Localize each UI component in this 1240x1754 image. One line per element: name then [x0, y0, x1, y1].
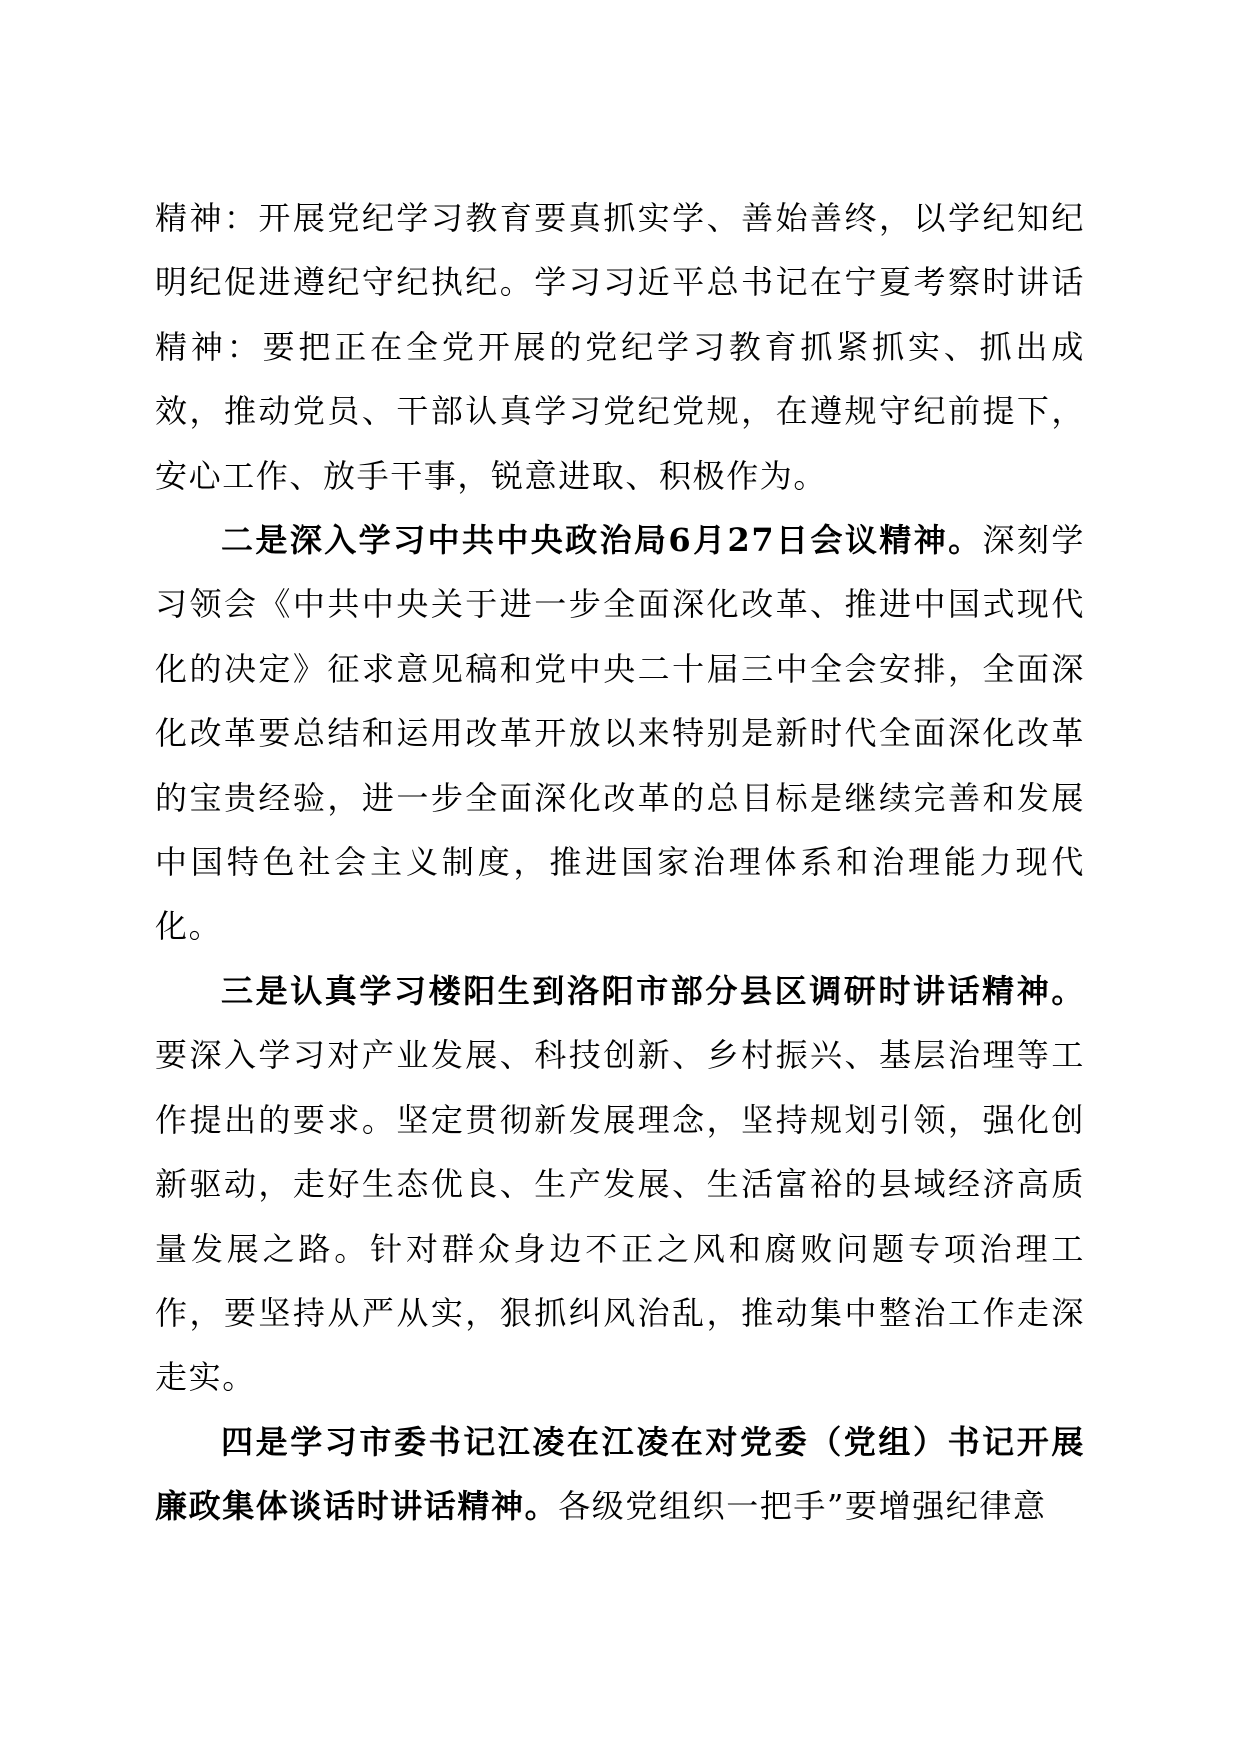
paragraph-2	[155, 508, 1085, 959]
document-body	[155, 186, 1085, 1539]
paragraph-4-text: 各级党组织一把手”要增强纪律意	[558, 1487, 1047, 1526]
paragraph-3-text: 要深入学习对产业发展、科技创新、乡村振兴、基层治理等工作提出的要求。坚定贯彻新发展理念，坚持规划引领，强化创新驱动，走好生态优良、生产发展、生活富裕的县域经济高质量发展之路。针对群众身边不正之风和腐败问题专项治理工作，要坚持从严从实，狠抓纠风治乱，推动集中整治工作走深走实。	[155, 1036, 1085, 1397]
paragraph-3-heading: 三是认真学习楼阳生到洛阳市部分县区调研时讲话精神。	[221, 971, 1085, 1010]
paragraph-4	[155, 1410, 1085, 1539]
paragraph-2-text: 深刻学习领会《中共中央关于进一步全面深化改革、推进中国式现代化的决定》征求意见稿和党中央二十届三中全会安排，全面深化改革要总结和运用改革开放以来特别是新时代全面深化改革的宝贵经验，进一步全面深化改革的总目标是继续完善和发展中国特色社会主义制度，推进国家治理体系和治理能力现代化。	[155, 521, 1085, 946]
paragraph-4-heading: 四是学习市委书记江凌在江凌在对党委（党组）书记开展廉政集体谈话时讲话精神。	[155, 1422, 1085, 1526]
paragraph-3	[155, 959, 1085, 1410]
paragraph-1-text: 精神：开展党纪学习教育要真抓实学、善始善终，以学纪知纪明纪促进遵纪守纪执纪。学习习近平总书记在宁夏考察时讲话精神：要把正在全党开展的党纪学习教育抓紧抓实、抓出成效，推动党员、干部认真学习党纪党规，在遵规守纪前提下，安心工作、放手干事，锐意进取、积极作为。	[155, 199, 1085, 495]
paragraph-2-heading: 二是深入学习中共中央政治局6月27日会议精神。	[221, 521, 983, 560]
paragraph-1	[155, 186, 1085, 508]
